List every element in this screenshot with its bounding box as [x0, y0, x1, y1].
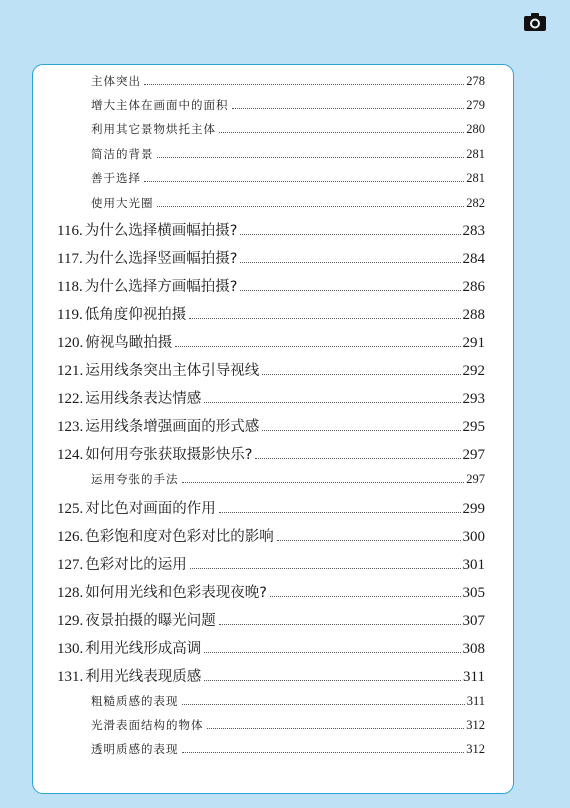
dot-leader [219, 624, 461, 625]
toc-entry-page: 280 [466, 122, 485, 136]
toc-entry-title: 运用线条增强画面的形式感 [85, 419, 260, 435]
toc-entry-title: 利用其它景物烘托主体 [91, 122, 216, 136]
dot-leader [182, 752, 465, 753]
toc-entry-title: 为什么选择竖画幅拍摄? [84, 251, 238, 267]
toc-entry-title: 利用光线表现质感 [85, 669, 202, 685]
toc-entry-page: 307 [462, 613, 485, 629]
toc-entry-page: 305 [462, 585, 485, 601]
toc-entry-page: 281 [466, 147, 485, 161]
dot-leader [255, 458, 460, 459]
dot-leader [175, 346, 460, 347]
toc-entry[interactable] [57, 665, 485, 686]
toc-entry-number: 127. [57, 557, 84, 573]
dot-leader [190, 568, 461, 569]
toc-entry-page: 300 [462, 529, 485, 545]
toc-entry-number: 117. [57, 251, 83, 267]
toc-entry-number: 120. [57, 335, 84, 351]
dot-leader [157, 157, 465, 158]
toc-entry-page: 311 [463, 669, 485, 685]
toc-entry-title: 光滑表面结构的物体 [91, 718, 204, 732]
toc-entry[interactable] [91, 97, 485, 113]
toc-entry-page: 312 [466, 718, 485, 732]
toc-entry-page: 297 [466, 472, 485, 486]
toc-entry-title: 使用大光圈 [91, 196, 154, 210]
toc-entry-number: 130. [57, 641, 84, 657]
toc-entry-page: 279 [466, 98, 485, 112]
toc-entry-title: 夜景拍摄的曝光问题 [85, 613, 216, 629]
toc-entry-page: 293 [462, 391, 485, 407]
toc-entry-page: 299 [462, 501, 485, 517]
dot-leader [240, 290, 460, 291]
toc-entry[interactable] [57, 359, 485, 380]
toc-entry-title: 运用线条表达情感 [85, 391, 202, 407]
toc-entry-page: 283 [462, 223, 485, 239]
toc-entry[interactable] [57, 387, 485, 408]
toc-entry-title: 低角度仰视拍摄 [84, 307, 187, 323]
toc-entry-title: 透明质感的表现 [91, 742, 179, 756]
toc-entry-number: 125. [57, 501, 84, 517]
toc-entry-number: 118. [57, 279, 83, 295]
dot-leader [219, 132, 464, 133]
dot-leader [262, 430, 460, 431]
toc-entry-page: 297 [462, 447, 485, 463]
toc-entry[interactable] [57, 303, 485, 324]
toc-entry[interactable] [91, 741, 485, 757]
toc-entry[interactable] [91, 717, 485, 733]
toc-entry-title: 俯视鸟瞰拍摄 [85, 335, 173, 351]
dot-leader [240, 262, 460, 263]
toc-entry-page: 312 [466, 742, 485, 756]
toc-entry-title: 运用夸张的手法 [91, 472, 179, 486]
toc-entry-title: 善于选择 [91, 171, 141, 185]
toc-entry-number: 123. [57, 419, 84, 435]
toc-entry-title: 对比色对画面的作用 [85, 501, 216, 517]
toc-entry-number: 128. [57, 585, 84, 601]
toc-entry-title: 增大主体在画面中的面积 [91, 98, 229, 112]
toc-entry-page: 288 [462, 307, 485, 323]
toc-entry[interactable] [91, 471, 485, 487]
toc-entry-page: 282 [466, 196, 485, 210]
toc-entry-number: 122. [57, 391, 84, 407]
toc-entry-page: 284 [462, 251, 485, 267]
camera-icon [523, 12, 547, 32]
toc-entry-page: 295 [462, 419, 485, 435]
dot-leader [144, 84, 464, 85]
toc-entry-page: 292 [462, 363, 485, 379]
dot-leader [270, 596, 461, 597]
dot-leader [182, 704, 465, 705]
dot-leader [182, 482, 465, 483]
toc-entry[interactable] [91, 195, 485, 211]
toc-entry[interactable] [57, 497, 485, 518]
dot-leader [262, 374, 460, 375]
toc-entry-title: 运用线条突出主体引导视线 [85, 363, 260, 379]
toc-entry-page: 281 [466, 171, 485, 185]
toc-entry-number: 129. [57, 613, 84, 629]
toc-entry[interactable] [91, 170, 485, 186]
toc-entry-title: 为什么选择方画幅拍摄? [84, 279, 238, 295]
toc-entry[interactable] [57, 609, 485, 630]
toc-entry-title: 利用光线形成高调 [85, 641, 202, 657]
toc-entry[interactable] [57, 581, 485, 602]
toc-entry[interactable] [57, 553, 485, 574]
toc-entry[interactable] [57, 415, 485, 436]
toc-entry-title: 色彩饱和度对色彩对比的影响 [85, 529, 274, 545]
toc-entry[interactable] [57, 331, 485, 352]
toc-entry-title: 如何用光线和色彩表现夜晚? [85, 585, 267, 601]
toc-entry[interactable] [57, 219, 485, 240]
toc-card [32, 64, 514, 794]
toc-entry-number: 121. [57, 363, 84, 379]
toc-entry[interactable] [57, 275, 485, 296]
toc-entry-title: 为什么选择横画幅拍摄? [84, 223, 238, 239]
toc-entry-number: 124. [57, 447, 84, 463]
toc-entry-page: 301 [462, 557, 485, 573]
toc-entry-page: 291 [462, 335, 485, 351]
toc-entry[interactable] [91, 146, 485, 162]
toc-entry[interactable] [91, 121, 485, 137]
toc-entry-title: 简洁的背景 [91, 147, 154, 161]
toc-entry-page: 286 [462, 279, 485, 295]
dot-leader [204, 652, 460, 653]
toc-entry[interactable] [91, 73, 485, 89]
toc-entry[interactable] [57, 637, 485, 658]
toc-entry[interactable] [57, 443, 485, 464]
toc-entry-title: 色彩对比的运用 [85, 557, 187, 573]
toc-entry-number: 119. [57, 307, 83, 323]
dot-leader [189, 318, 460, 319]
dot-leader [144, 181, 464, 182]
toc-entry-title: 如何用夸张获取摄影快乐? [85, 447, 253, 463]
toc-entry-number: 126. [57, 529, 84, 545]
dot-leader [232, 108, 465, 109]
toc-entry-title: 主体突出 [91, 74, 141, 88]
toc-entry-page: 308 [462, 641, 485, 657]
toc-entry-page: 278 [466, 74, 485, 88]
toc-entry-page: 311 [466, 694, 485, 708]
toc-entry-number: 131. [57, 669, 84, 685]
dot-leader [204, 402, 460, 403]
dot-leader [277, 540, 461, 541]
toc-entry-number: 116. [57, 223, 83, 239]
dot-leader [219, 512, 461, 513]
toc-entry[interactable] [91, 693, 485, 709]
toc-entry[interactable] [57, 525, 485, 546]
dot-leader [240, 234, 460, 235]
dot-leader [207, 728, 465, 729]
toc-entry[interactable] [57, 247, 485, 268]
dot-leader [204, 680, 461, 681]
dot-leader [157, 206, 465, 207]
toc-entry-title: 粗糙质感的表现 [91, 694, 179, 708]
